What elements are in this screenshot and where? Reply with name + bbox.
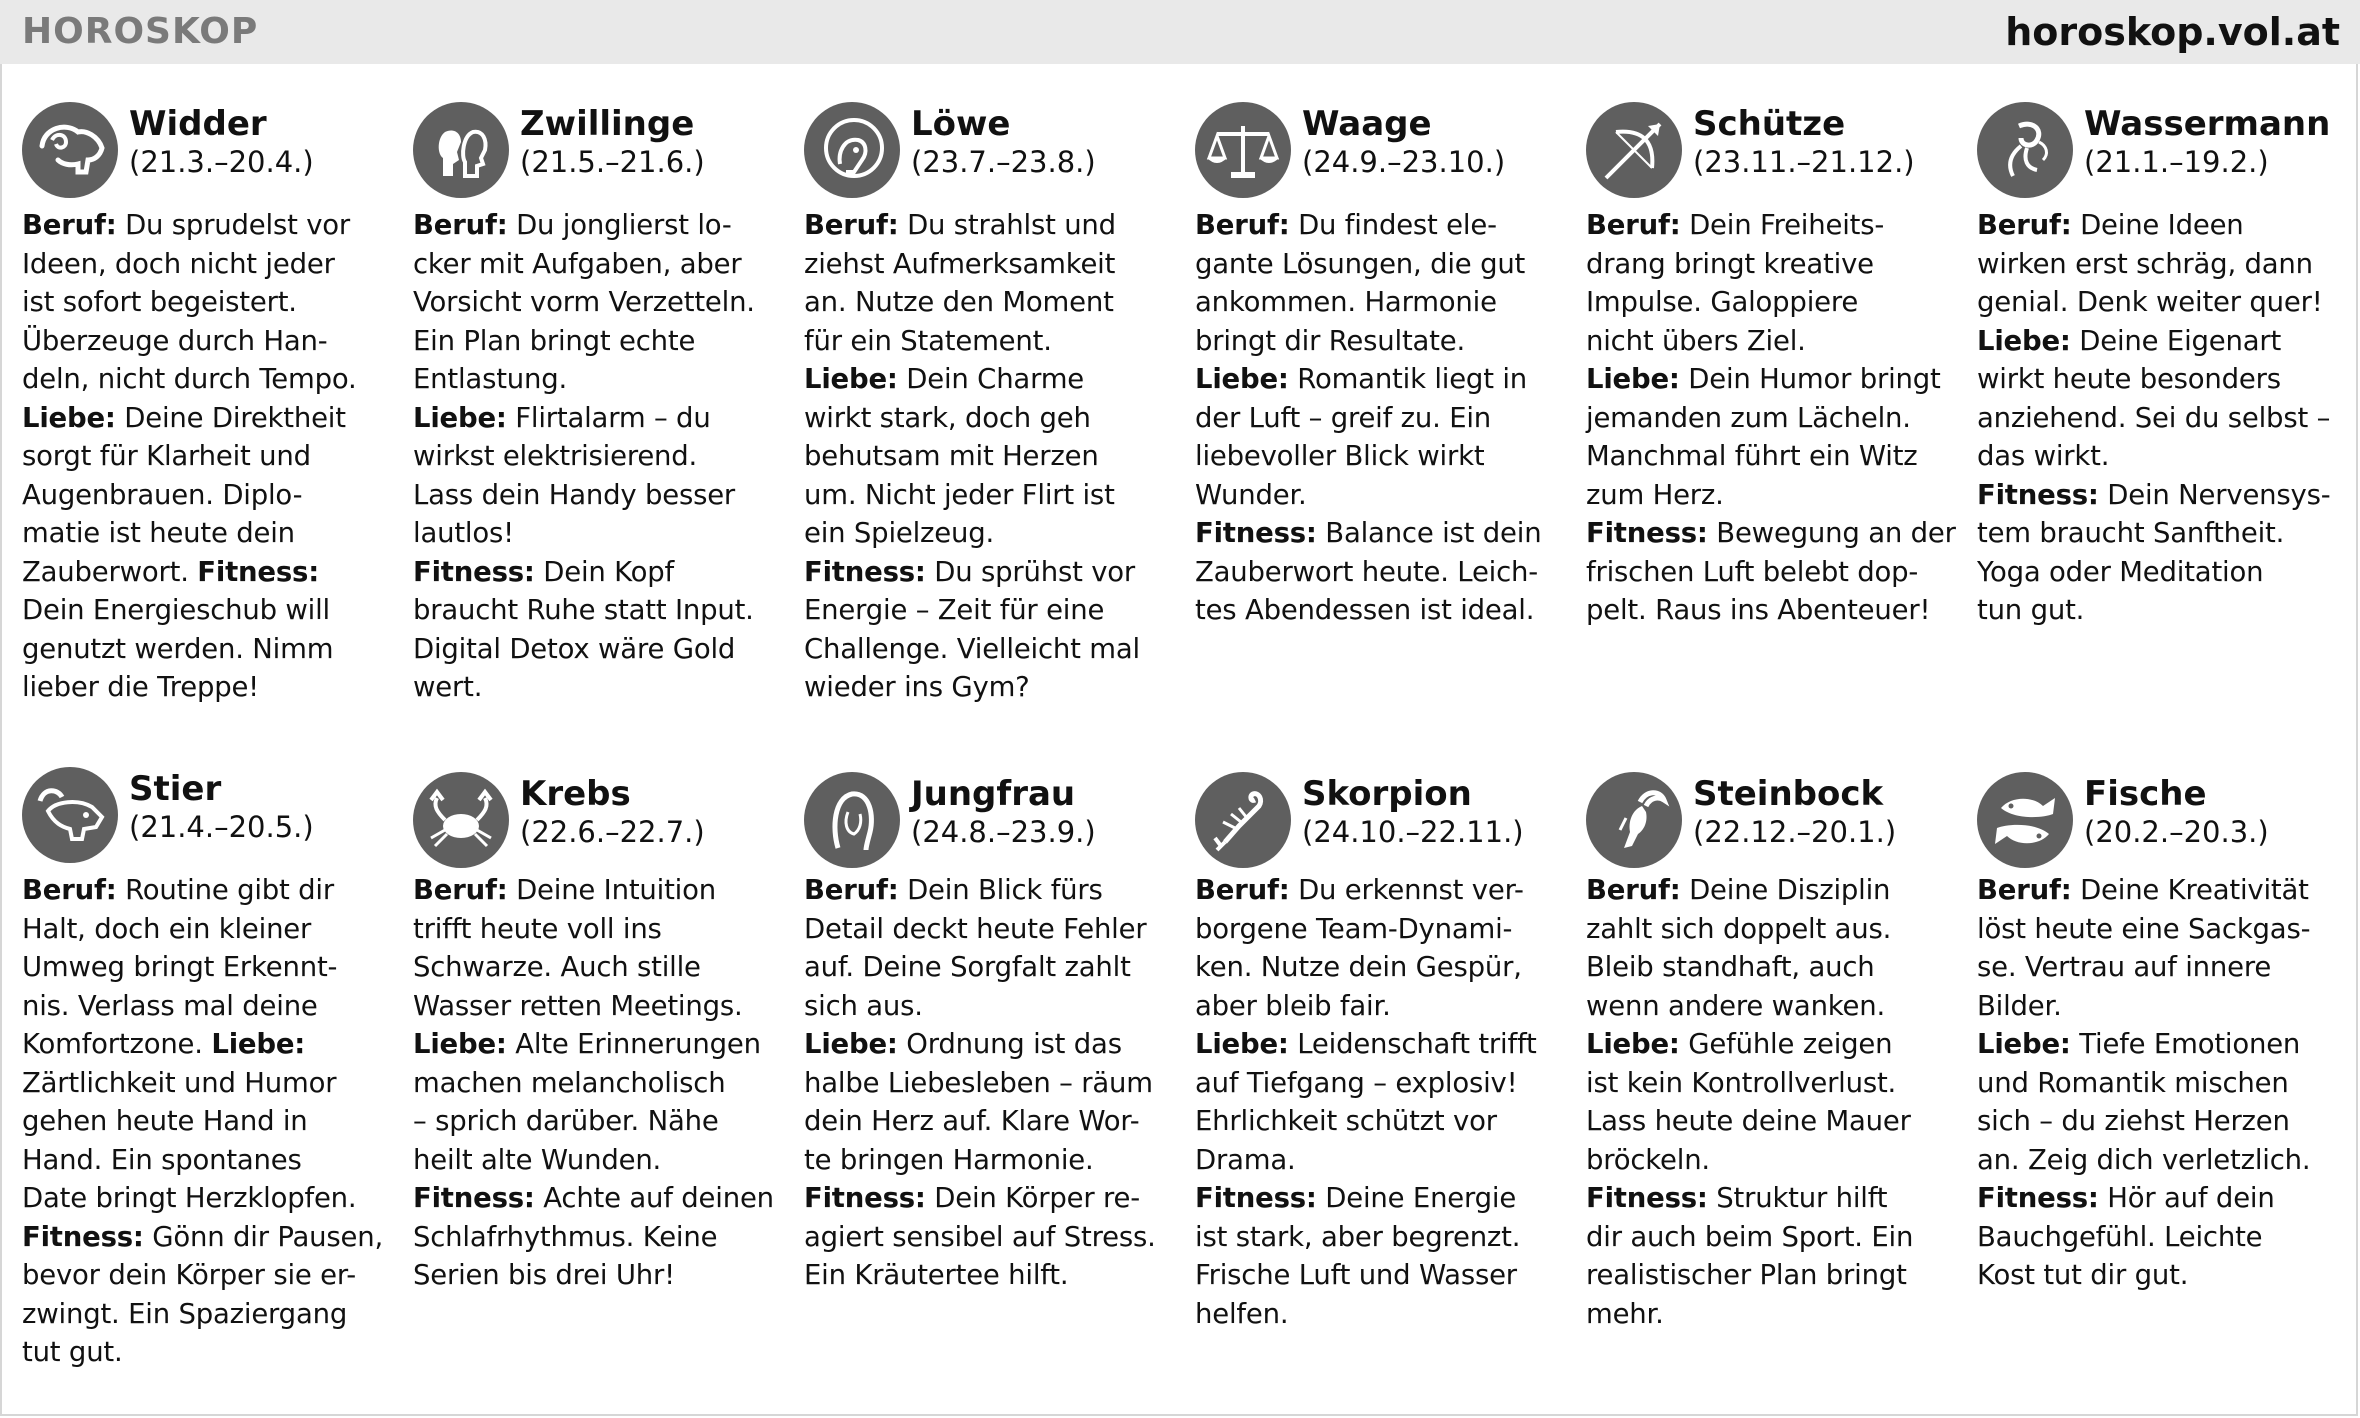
sign-dates: (20.2.–20.3.) bbox=[2084, 815, 2269, 849]
sign-dates: (24.10.–22.11.) bbox=[1302, 815, 1524, 849]
sign-name: Stier bbox=[129, 769, 222, 809]
twins-icon bbox=[413, 102, 509, 198]
sign-name: Zwillinge bbox=[520, 104, 695, 144]
lion-icon bbox=[804, 102, 900, 198]
sign-dates: (21.5.–21.6.) bbox=[520, 145, 705, 179]
sign-text: Beruf: Du sprudelst vor Ideen, doch nicht jeder ist sofort begeistert. Überzeuge durch Han- deln, nicht durch Tempo. Liebe: Deine Direktheit sorgt für Klarheit und Augenbrauen. Diplo- matie ist heute dein Zauberwort. Fitness: Dein Energieschub will genutzt werden. Nimm lieber die Treppe! bbox=[22, 209, 357, 703]
crab-icon bbox=[413, 772, 509, 868]
sign-text: Beruf: Deine Kreativität löst heute eine Sackgas- se. Vertrau auf innere Bilder. Liebe: Tiefe Emotionen und Romantik mischen sich – du ziehst Herzen an. Zeig dich verletzlich. Fitness: Hör auf dein Bauchgefühl. Leichte Kost tut dir gut. bbox=[1977, 874, 2311, 1291]
sign-name: Wassermann bbox=[2084, 104, 2331, 144]
sign-name: Jungfrau bbox=[911, 774, 1076, 814]
sign-name: Fische bbox=[2084, 774, 2207, 814]
sign-text: Beruf: Deine Ideen wirken erst schräg, dann genial. Denk weiter quer! Liebe: Deine Eigenart wirkt heute besonders anziehend. Sei du selbst – das wirkt. Fitness: Dein Nervensys- tem braucht Sanftheit. Yoga oder Meditation tun gut. bbox=[1977, 209, 2331, 626]
sign-text: Beruf: Deine Intuition trifft heute voll ins Schwarze. Auch stille Wasser retten Meetings. Liebe: Alte Erinnerungen machen melancholisch – sprich darüber. Nähe heilt alte Wunden. Fitness: Achte auf deinen Schlafrhythmus. Keine Serien bis drei Uhr! bbox=[413, 874, 774, 1291]
sign-name: Skorpion bbox=[1302, 774, 1472, 814]
sign-dates: (21.4.–20.5.) bbox=[129, 810, 314, 844]
archer-icon bbox=[1586, 102, 1682, 198]
sign-dates: (24.9.–23.10.) bbox=[1302, 145, 1506, 179]
virgin-icon bbox=[804, 772, 900, 868]
sign-dates: (22.12.–20.1.) bbox=[1693, 815, 1897, 849]
water-bearer-icon bbox=[1977, 102, 2073, 198]
sign-name: Waage bbox=[1302, 104, 1432, 144]
sign-dates: (21.1.–19.2.) bbox=[2084, 145, 2269, 179]
sign-text: Beruf: Du findest ele- gante Lösungen, die gut ankommen. Harmonie bringt dir Resultate. Liebe: Romantik liegt in der Luft – greif zu. Ein liebevoller Blick wirkt Wunder. Fitness: Balance ist dein Zauberwort heute. Leich- tes Abendessen ist ideal. bbox=[1195, 209, 1542, 626]
sign-dates: (21.3.–20.4.) bbox=[129, 145, 314, 179]
sign-text: Beruf: Routine gibt dir Halt, doch ein kleiner Umweg bringt Erkennt- nis. Verlass mal deine Komfortzone. Liebe: Zärtlichkeit und Humor gehen heute Hand in Hand. Ein spontanes Date bringt Herzklopfen. Fitness: Gönn dir Pausen, bevor dein Körper sie er- zwingt. Ein Spaziergang tut gut. bbox=[22, 874, 384, 1368]
sign-dates: (24.8.–23.9.) bbox=[911, 815, 1096, 849]
page-title: HOROSKOP bbox=[22, 11, 259, 52]
sign-name: Krebs bbox=[520, 774, 631, 814]
sign-name: Widder bbox=[129, 104, 267, 144]
scales-icon bbox=[1195, 102, 1291, 198]
sign-name: Schütze bbox=[1693, 104, 1846, 144]
goat-icon bbox=[1586, 772, 1682, 868]
sign-dates: (22.6.–22.7.) bbox=[520, 815, 705, 849]
scorpion-icon bbox=[1195, 772, 1291, 868]
site-url: horoskop.vol.at bbox=[2005, 10, 2340, 54]
sign-name: Löwe bbox=[911, 104, 1011, 144]
fish-icon bbox=[1977, 772, 2073, 868]
ram-icon bbox=[22, 102, 118, 198]
sign-dates: (23.11.–21.12.) bbox=[1693, 145, 1915, 179]
sign-text: Beruf: Du jonglierst lo- cker mit Aufgaben, aber Vorsicht vorm Verzetteln. Ein Plan bringt echte Entlastung. Liebe: Flirtalarm – du wirkst elektrisierend. Lass dein Handy besser lautlos! Fitness: Dein Kopf braucht Ruhe statt Input. Digital Detox wäre Gold wert. bbox=[413, 209, 755, 703]
bull-icon bbox=[22, 767, 118, 863]
sign-text: Beruf: Du strahlst und ziehst Aufmerksamkeit an. Nutze den Moment für ein Statement. Liebe: Dein Charme wirkt stark, doch geh behutsam mit Herzen um. Nicht jeder Flirt ist ein Spielzeug. Fitness: Du sprühst vor Energie – Zeit für eine Challenge. Vielleicht mal wieder ins Gym? bbox=[804, 209, 1140, 703]
sign-dates: (23.7.–23.8.) bbox=[911, 145, 1096, 179]
sign-text: Beruf: Deine Disziplin zahlt sich doppelt aus. Bleib standhaft, auch wenn andere wanken. Liebe: Gefühle zeigen ist kein Kontrollverlust. Lass heute deine Mauer bröckeln. Fitness: Struktur hilft dir auch beim Sport. Ein realistischer Plan bringt mehr. bbox=[1586, 874, 1914, 1330]
sign-text: Beruf: Dein Freiheits- drang bringt kreative Impulse. Galoppiere nicht übers Ziel. Liebe: Dein Humor bringt jemanden zum Lächeln. Manchmal führt ein Witz zum Herz. Fitness: Bewegung an der frischen Luft belebt dop- pelt. Raus ins Abenteuer! bbox=[1586, 209, 1956, 626]
sign-name: Steinbock bbox=[1693, 774, 1884, 814]
header-bar bbox=[0, 0, 2360, 64]
sign-text: Beruf: Du erkennst ver- borgene Team-Dynami- ken. Nutze dein Gespür, aber bleib fair. Liebe: Leidenschaft trifft auf Tiefgang – explosiv! Ehrlichkeit schützt vor Drama. Fitness: Deine Energie ist stark, aber begrenzt. Frische Luft und Wasser helfen. bbox=[1195, 874, 1537, 1330]
sign-text: Beruf: Dein Blick fürs Detail deckt heute Fehler auf. Deine Sorgfalt zahlt sich aus. Liebe: Ordnung ist das halbe Liebesleben – räum dein Herz auf. Klare Wor- te bringen Harmonie. Fitness: Dein Körper re- agiert sensibel auf Stress. Ein Kräutertee hilft. bbox=[804, 874, 1156, 1291]
